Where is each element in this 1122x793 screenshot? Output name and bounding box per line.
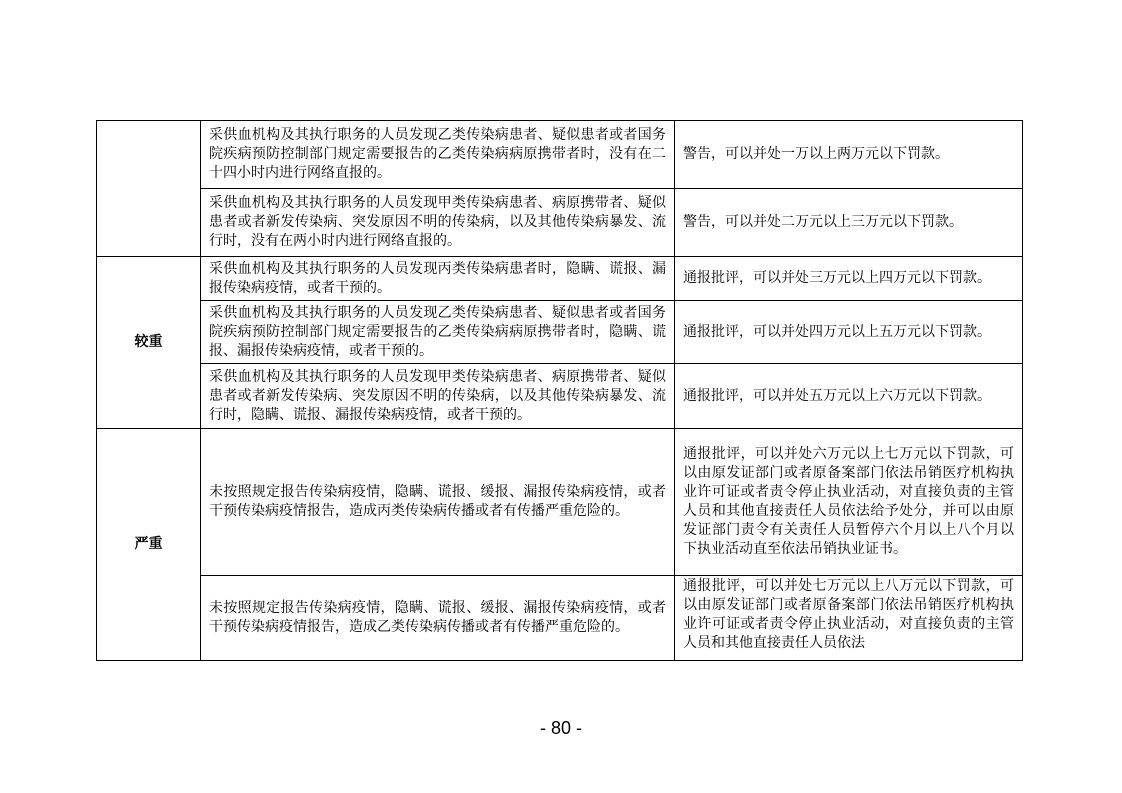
conduct-cell: 采供血机构及其执行职务的人员发现甲类传染病患者、病原携带者、疑似患者或者新发传染病、突发原因不明的传染病，以及其他传染病暴发、流行时，隐瞒、谎报、漏报传染病疫情，或者干预的。 — [201, 364, 675, 429]
table-row — [97, 429, 1023, 576]
table-row — [97, 189, 1023, 257]
penalty-table — [96, 120, 1023, 661]
penalty-cell: 通报批评，可以并处七万元以上八万元以下罚款，可以由原发证部门或者原备案部门依法吊销医疗机构执业许可证或者责令停止执业活动，对直接负责的主管人员和其他直接责任人员依法 — [675, 576, 1023, 661]
level-cell-severe: 严重 — [97, 429, 201, 661]
penalty-cell: 通报批评，可以并处四万元以上五万元以下罚款。 — [675, 301, 1023, 364]
table-row — [97, 364, 1023, 429]
conduct-cell: 采供血机构及其执行职务的人员发现甲类传染病患者、病原携带者、疑似患者或者新发传染病、突发原因不明的传染病，以及其他传染病暴发、流行时，没有在两小时内进行网络直报的。 — [201, 189, 675, 257]
table-row — [97, 121, 1023, 189]
conduct-cell: 未按照规定报告传染病疫情，隐瞒、谎报、缓报、漏报传染病疫情，或者干预传染病疫情报告，造成丙类传染病传播或者有传播严重危险的。 — [201, 429, 675, 576]
conduct-cell: 采供血机构及其执行职务的人员发现丙类传染病患者时，隐瞒、谎报、漏报传染病疫情，或者干预的。 — [201, 257, 675, 301]
conduct-cell: 采供血机构及其执行职务的人员发现乙类传染病患者、疑似患者或者国务院疾病预防控制部门规定需要报告的乙类传染病病原携带者时，没有在二十四小时内进行网络直报的。 — [201, 121, 675, 189]
table-row — [97, 301, 1023, 364]
level-cell-serious: 较重 — [97, 257, 201, 429]
table-row — [97, 576, 1023, 661]
penalty-cell: 通报批评，可以并处三万元以上四万元以下罚款。 — [675, 257, 1023, 301]
table-row — [97, 257, 1023, 301]
penalty-cell: 通报批评，可以并处五万元以上六万元以下罚款。 — [675, 364, 1023, 429]
penalty-cell: 警告，可以并处二万元以上三万元以下罚款。 — [675, 189, 1023, 257]
conduct-cell: 采供血机构及其执行职务的人员发现乙类传染病患者、疑似患者或者国务院疾病预防控制部门规定需要报告的乙类传染病病原携带者时，隐瞒、谎报、漏报传染病疫情，或者干预的。 — [201, 301, 675, 364]
page-number: - 80 - — [539, 718, 582, 738]
penalty-cell: 警告，可以并处一万以上两万元以下罚款。 — [675, 121, 1023, 189]
conduct-cell: 未按照规定报告传染病疫情，隐瞒、谎报、缓报、漏报传染病疫情，或者干预传染病疫情报告，造成乙类传染病传播或者有传播严重危险的。 — [201, 576, 675, 661]
penalty-cell: 通报批评，可以并处六万元以上七万元以下罚款，可以由原发证部门或者原备案部门依法吊销医疗机构执业许可证或者责令停止执业活动，对直接负责的主管人员和其他直接责任人员依法给予处分，并可以由原发证部门责令有关责任人员暂停六个月以上八个月以下执业活动直至依法吊销执业证书。 — [675, 429, 1023, 576]
level-cell-continued — [97, 121, 201, 257]
